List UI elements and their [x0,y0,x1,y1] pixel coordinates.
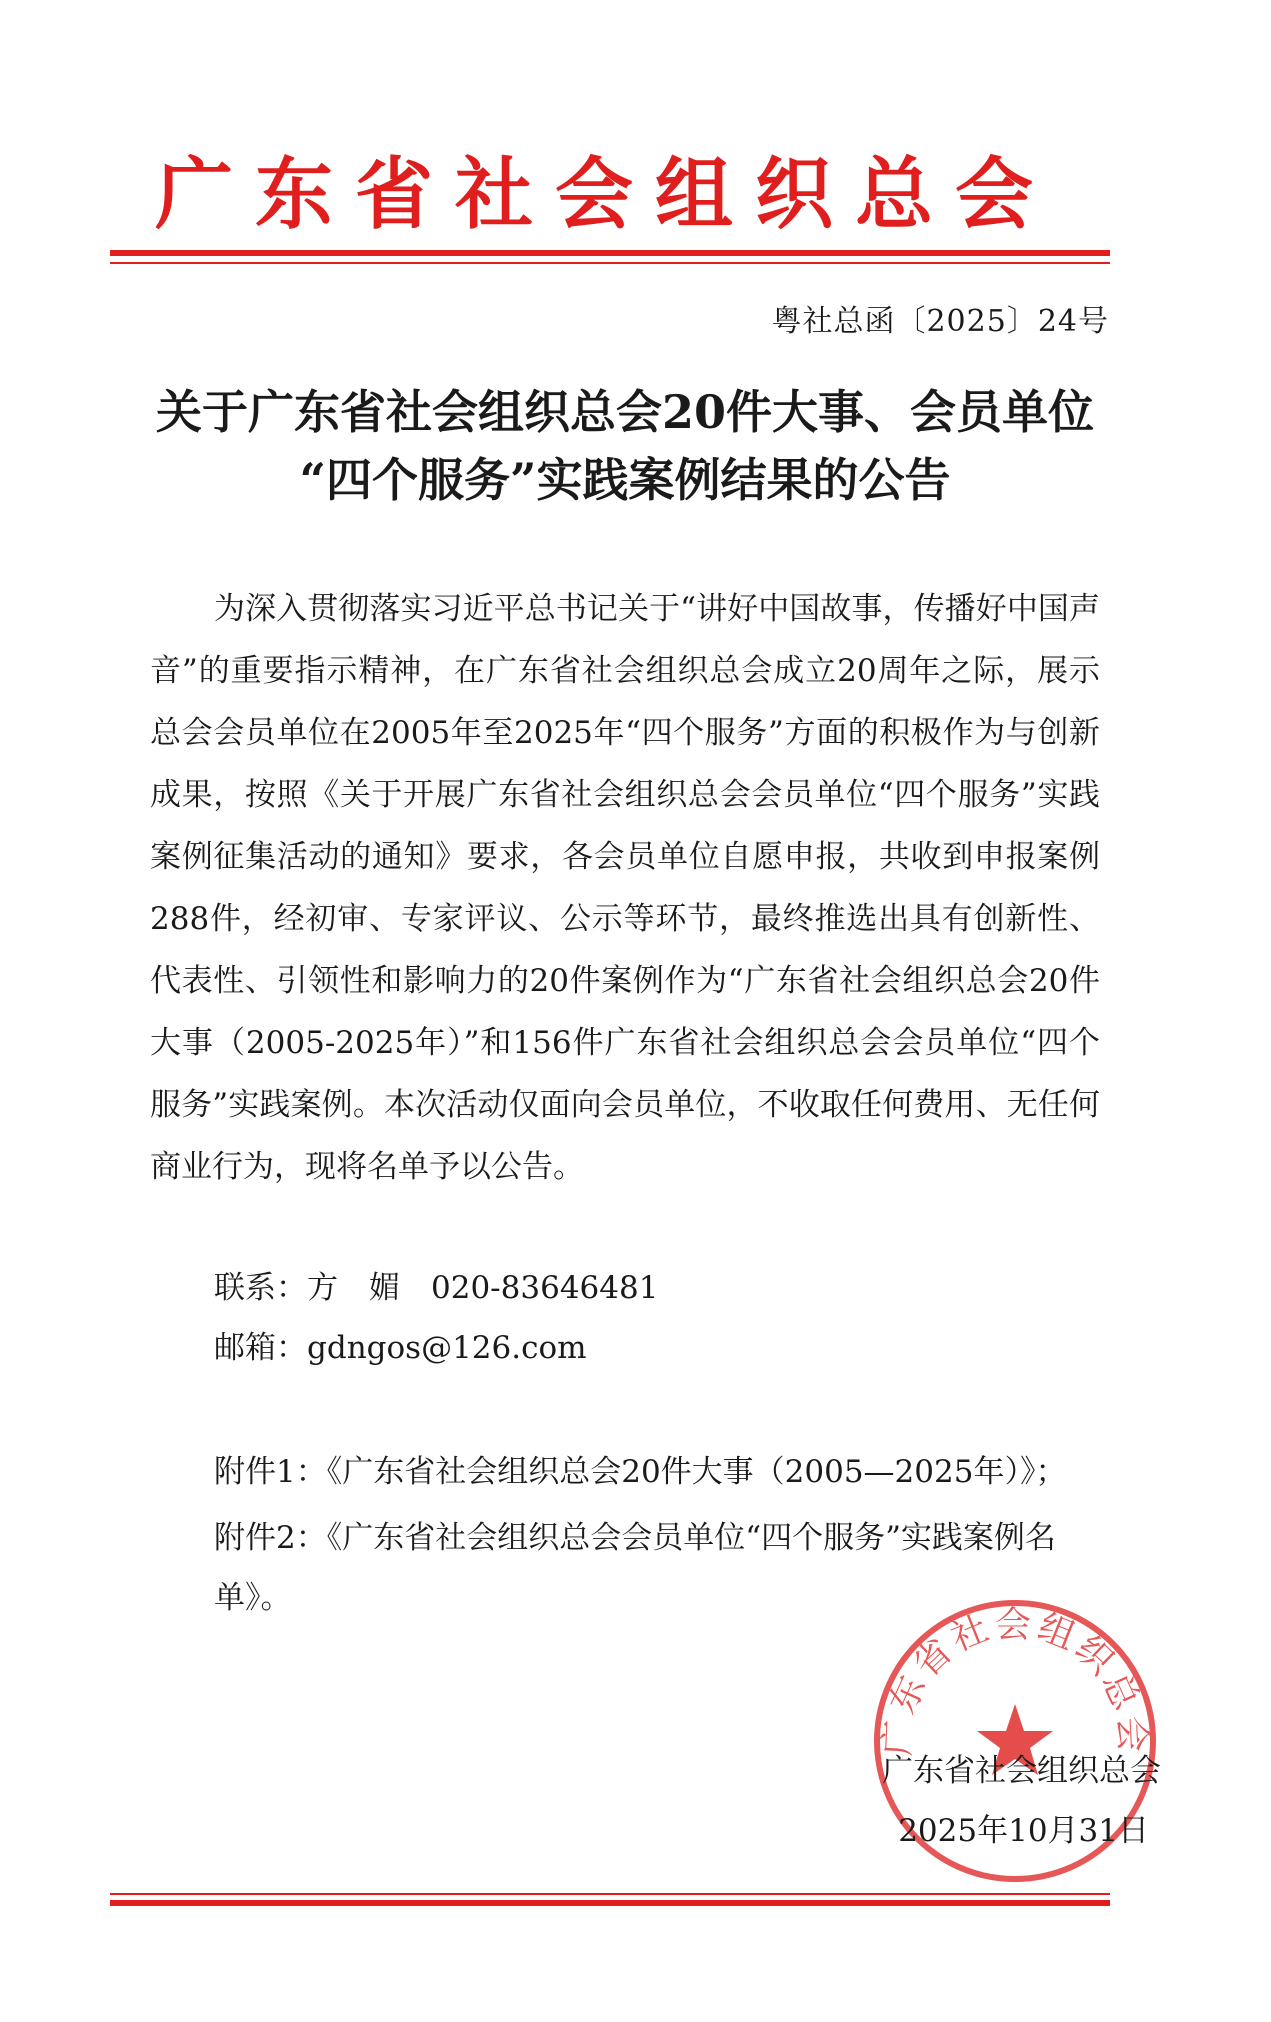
body-paragraph: 为深入贯彻落实习近平总书记关于“讲好中国故事，传播好中国声音”的重要指示精神，在广东省社会组织总会成立20周年之际，展示总会会员单位在2005年至2025年“四个服务”方面的积极作为与创新成果，按照《关于开展广东省社会组织总会会员单位“四个服务”实践案例征集活动的通知》要求，各会员单位自愿申报，共收到申报案例288件，经初审、专家评议、公示等环节，最终推选出具有创新性、代表性、引领性和影响力的20件案例作为“广东省社会组织总会20件大事（2005-2025年）”和156件广东省社会组织总会会员单位“四个服务”实践案例。本次活动仅面向会员单位，不收取任何费用、无任何商业行为，现将名单予以公告。 [150,591,1100,1185]
signature-org: 广东省社会组织总会 [882,1753,1161,1789]
title-line-2: “四个服务”实践案例结果的公告 [299,453,951,507]
footer-rule-thin [110,1893,1110,1895]
document-title [130,378,1120,514]
masthead-rule-thick [110,250,1110,256]
masthead-org-name: 广东省社会组织总会 [154,150,1055,240]
masthead-rule-thin [110,262,1110,264]
email-line: 邮箱：gdngos@126.com [214,1330,587,1366]
title-line-1: 关于广东省社会组织总会20件大事、会员单位 [155,385,1094,439]
document-number: 粤社总函〔2025〕24号 [771,304,1109,339]
attachment-1: 附件1：《广东省社会组织总会20件大事（2005—2025年）》； [214,1454,1067,1490]
contact-line: 联系：方 媚 020-83646481 [214,1270,659,1306]
seal-text: 广东省社会组织总会 [877,1604,1153,1757]
footer-rule-thick [110,1900,1110,1906]
signature-date: 2025年10月31日 [898,1813,1149,1849]
attachment-2: 附件2：《广东省社会组织总会会员单位“四个服务”实践案例名单》。 [214,1520,1056,1616]
